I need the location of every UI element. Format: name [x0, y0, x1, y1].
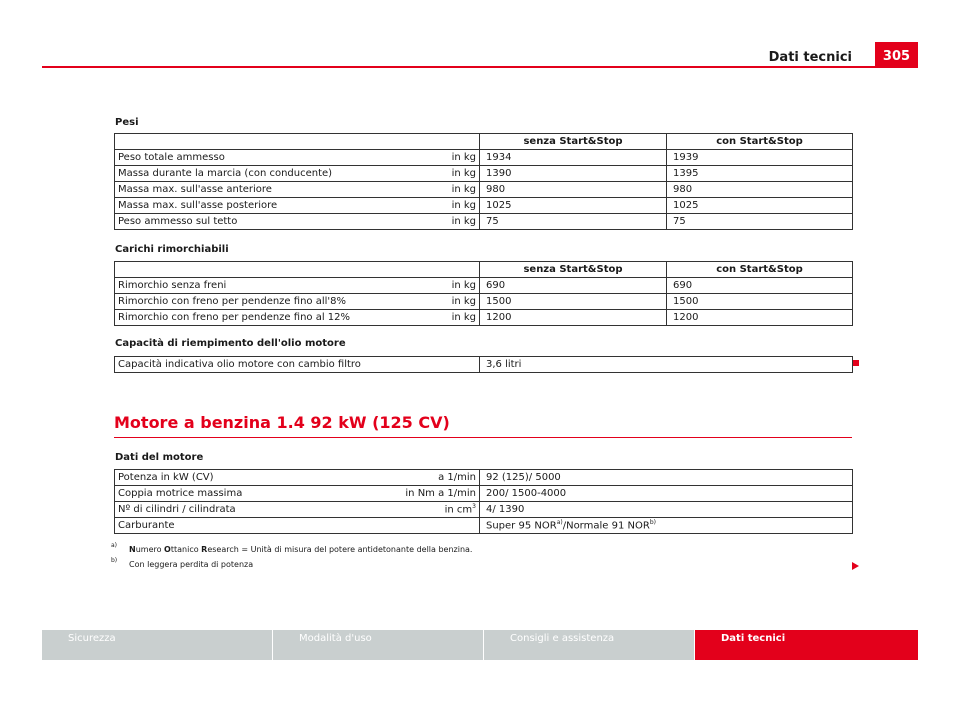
- oil-table: [114, 356, 853, 373]
- row-label: Carburante: [115, 518, 355, 534]
- row-label: Rimorchio con freno per pendenze fino al 12%: [115, 310, 355, 326]
- table-header-row: [115, 262, 853, 278]
- column-header: senza Start&Stop: [480, 262, 667, 278]
- row-label: Potenza in kW (CV): [115, 470, 355, 486]
- section-heading-pesi: Pesi: [115, 117, 139, 128]
- row-unit: [355, 502, 480, 518]
- row-value: [480, 518, 853, 534]
- row-unit: [355, 518, 480, 534]
- page-number-badge: 305: [875, 42, 918, 68]
- weights-table: [114, 133, 853, 230]
- footnote-marker: b): [111, 557, 118, 564]
- section-heading-carichi: Carichi rimorchiabili: [115, 244, 229, 255]
- row-label: Capacità indicativa olio motore con cambio filtro: [115, 357, 480, 373]
- table-row: [115, 166, 853, 182]
- footnote-ref-a: a): [556, 519, 563, 527]
- table-row: [115, 310, 853, 326]
- table-row: [115, 357, 853, 373]
- row-unit: in kg: [355, 182, 480, 198]
- towing-table: [114, 261, 853, 326]
- row-value: 980: [667, 182, 853, 198]
- row-unit: in kg: [355, 150, 480, 166]
- row-value: 1934: [480, 150, 667, 166]
- table-header-row: [115, 134, 853, 150]
- row-value: 980: [480, 182, 667, 198]
- fuel-part-1: Super 95 NOR: [486, 520, 557, 532]
- footnote-text: [129, 545, 472, 554]
- column-header: con Start&Stop: [667, 134, 853, 150]
- row-unit: in kg: [355, 294, 480, 310]
- footnote-bold-letter: O: [164, 545, 171, 554]
- row-value: 1500: [667, 294, 853, 310]
- table-header-blank: [115, 262, 480, 278]
- footnote-a: [111, 542, 473, 554]
- title-divider: [114, 437, 852, 438]
- row-label: Rimorchio con freno per pendenze fino all'8%: [115, 294, 355, 310]
- row-label: Peso totale ammesso: [115, 150, 355, 166]
- footnote-b: [111, 557, 254, 569]
- row-label: Peso ammesso sul tetto: [115, 214, 355, 230]
- row-unit: in Nm a 1/min: [355, 486, 480, 502]
- engine-table: [114, 469, 853, 534]
- footnote-ref-b: b): [649, 519, 656, 527]
- table-row: [115, 150, 853, 166]
- row-value: 92 (125)/ 5000: [480, 470, 853, 486]
- row-label: Nº di cilindri / cilindrata: [115, 502, 355, 518]
- footnote-text-part: esearch = Unità di misura del potere antidetonante della benzina.: [207, 545, 473, 554]
- table-row: [115, 198, 853, 214]
- row-label: Massa durante la marcia (con conducente): [115, 166, 355, 182]
- footnote-text-part: ttanico: [170, 545, 202, 554]
- footnote-marker: a): [111, 542, 118, 549]
- table-row: [115, 278, 853, 294]
- row-label: Coppia motrice massima: [115, 486, 355, 502]
- row-value: 4/ 1390: [480, 502, 853, 518]
- engine-title: Motore a benzina 1.4 92 kW (125 CV): [114, 413, 450, 432]
- nav-tab-consigli-assistenza[interactable]: Consigli e assistenza: [484, 630, 694, 660]
- row-value: 690: [480, 278, 667, 294]
- row-unit: in kg: [355, 166, 480, 182]
- row-label: Massa max. sull'asse anteriore: [115, 182, 355, 198]
- continue-arrow-icon: [852, 562, 859, 570]
- row-unit: in kg: [355, 278, 480, 294]
- row-value: 1500: [480, 294, 667, 310]
- column-header: senza Start&Stop: [480, 134, 667, 150]
- table-row: [115, 486, 853, 502]
- row-value: 75: [480, 214, 667, 230]
- unit-superscript: 3: [472, 503, 476, 511]
- footnote-bold-letter: N: [129, 545, 136, 554]
- row-value: 1390: [480, 166, 667, 182]
- table-row: [115, 182, 853, 198]
- footnote-text: Con leggera perdita di potenza: [129, 560, 254, 569]
- row-value: 1939: [667, 150, 853, 166]
- row-unit: in kg: [355, 198, 480, 214]
- nav-tab-modalita-uso[interactable]: Modalità d'uso: [273, 630, 483, 660]
- page-header-title: Dati tecnici: [768, 50, 852, 65]
- nav-tab-dati-tecnici[interactable]: Dati tecnici: [695, 630, 918, 660]
- column-header: con Start&Stop: [667, 262, 853, 278]
- footnote-text-part: umero: [135, 545, 165, 554]
- section-heading-motore: Dati del motore: [115, 452, 204, 463]
- table-row: [115, 518, 853, 534]
- row-unit: in kg: [355, 214, 480, 230]
- table-row: [115, 294, 853, 310]
- row-value: 3,6 litri: [480, 357, 853, 373]
- row-value: 75: [667, 214, 853, 230]
- row-value: 1395: [667, 166, 853, 182]
- table-row: [115, 470, 853, 486]
- footnote-bold-letter: R: [201, 545, 208, 554]
- row-value: 1025: [667, 198, 853, 214]
- unit-text: in cm: [444, 504, 473, 516]
- table-row: [115, 214, 853, 230]
- row-value: 690: [667, 278, 853, 294]
- row-label: Rimorchio senza freni: [115, 278, 355, 294]
- table-row: [115, 502, 853, 518]
- row-value: 200/ 1500-4000: [480, 486, 853, 502]
- fuel-part-2: /Normale 91 NOR: [562, 520, 650, 532]
- row-value: 1200: [480, 310, 667, 326]
- row-value: 1025: [480, 198, 667, 214]
- row-value: 1200: [667, 310, 853, 326]
- table-header-blank: [115, 134, 480, 150]
- nav-tab-sicurezza[interactable]: Sicurezza: [42, 630, 272, 660]
- section-end-marker: [853, 360, 859, 366]
- row-label: Massa max. sull'asse posteriore: [115, 198, 355, 214]
- section-heading-olio: Capacità di riempimento dell'olio motore: [115, 338, 346, 349]
- row-unit: in kg: [355, 310, 480, 326]
- row-unit: a 1/min: [355, 470, 480, 486]
- header-divider: [42, 66, 918, 68]
